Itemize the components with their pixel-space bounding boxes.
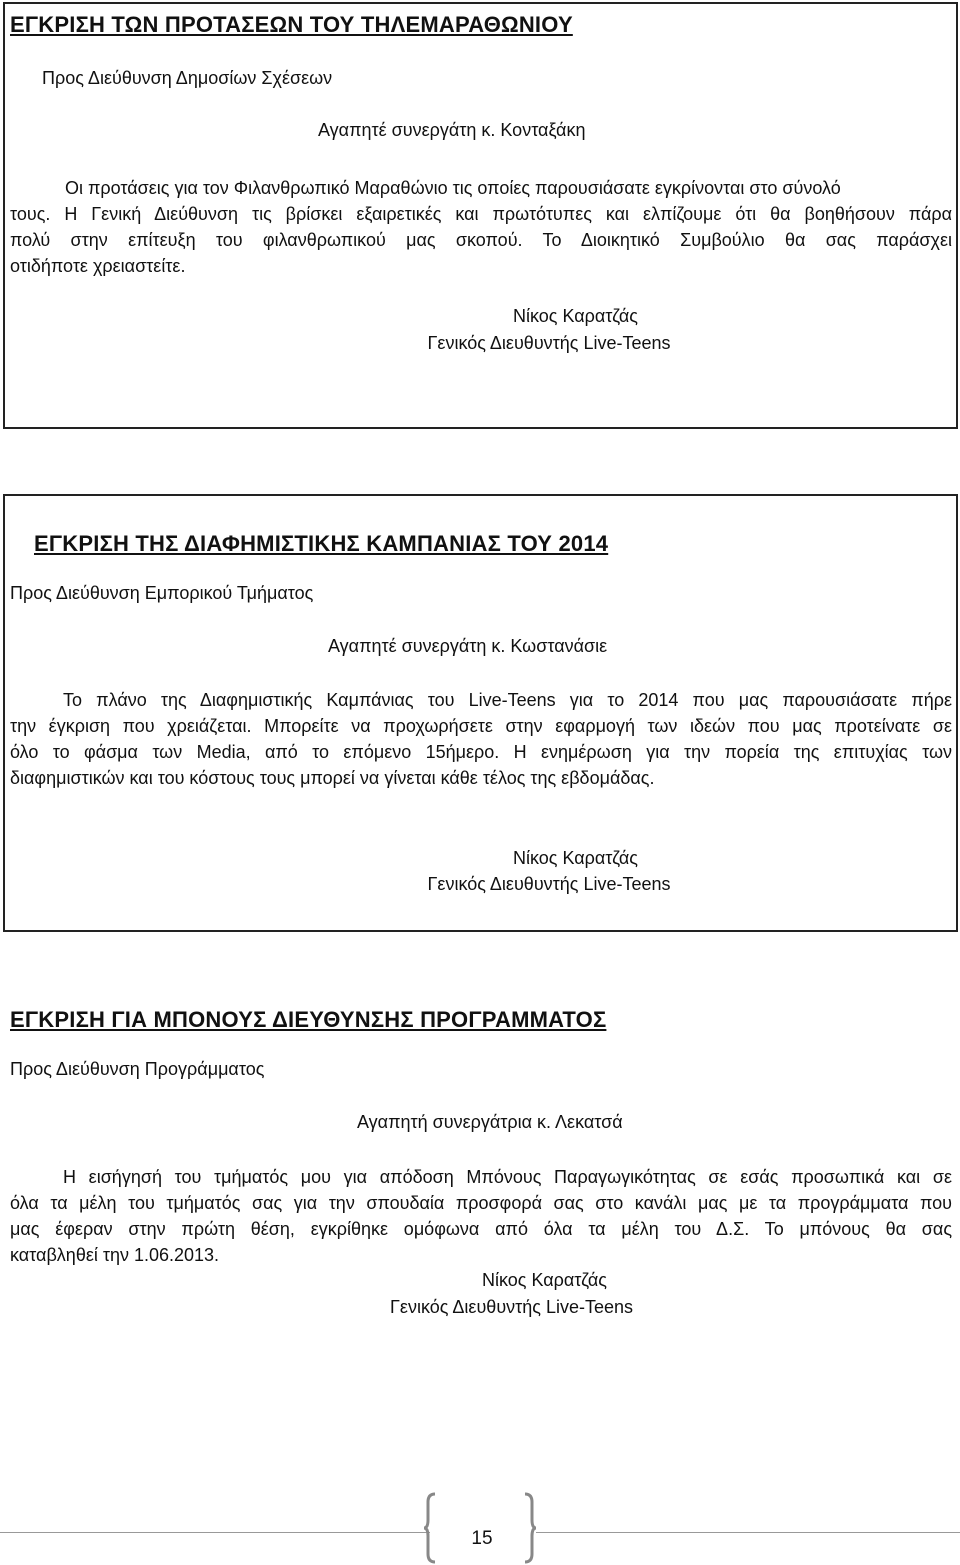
section-3-signer: Νίκος Καρατζάς	[482, 1270, 607, 1290]
section-2-title: ΕΓΚΡΙΣΗ ΤΗΣ ΔΙΑΦΗΜΙΣΤΙΚΗΣ ΚΑΜΠΑΝΙΑΣ ΤΟΥ 2014	[34, 531, 609, 556]
section-1-recipient: Προς Διεύθυνση Δημοσίων Σχέσεων	[42, 68, 333, 88]
section-2-signer: Νίκος Καρατζάς	[513, 848, 638, 868]
page-number: 15	[471, 1528, 493, 1549]
section-1-signer-title: Γενικός Διευθυντής Live-Teens	[427, 333, 671, 353]
section-1-signer: Νίκος Καρατζάς	[513, 306, 638, 326]
section-1-body-line: τους. Η Γενική Διεύθυνση τις βρίσκει εξαιρετικές και πρωτότυπες και ελπίζουμε ότι θα βοηθήσουν πάρα	[10, 204, 952, 224]
section-3-body-line: μας έφεραν στην πρώτη θέση, εγκρίθηκε ομόφωνα από όλα τα μέλη του Δ.Σ. Το μπόνους θα σας	[10, 1219, 952, 1239]
section-3-signer-title: Γενικός Διευθυντής Live-Teens	[390, 1297, 633, 1317]
right-brace-icon	[523, 1492, 537, 1564]
section-3-title: ΕΓΚΡΙΣΗ ΓΙΑ ΜΠΟΝΟΥΣ ΔΙΕΥΘΥΝΣΗΣ ΠΡΟΓΡΑΜΜΑΤΟΣ	[10, 1007, 607, 1032]
section-2-signer-title: Γενικός Διευθυντής Live-Teens	[427, 874, 671, 894]
section-2-body-line: όλο το φάσμα των Media, από το επόμενο 15ήμερο. Η ενημέρωση για την πορεία της επιτυχίας των	[10, 742, 952, 762]
section-3-recipient: Προς Διεύθυνση Προγράμματος	[10, 1059, 265, 1079]
section-3-body-line: Η εισήγησή του τμήματός μου για απόδοση Μπόνους Παραγωγικότητας σε εσάς προσωπικά και σε	[63, 1167, 952, 1187]
section-3-body-line: καταβληθεί την 1.06.2013.	[10, 1245, 220, 1265]
section-2-recipient: Προς Διεύθυνση Εμπορικού Τμήματος	[10, 583, 314, 603]
section-1-title: ΕΓΚΡΙΣΗ ΤΩΝ ΠΡΟΤΑΣΕΩΝ ΤΟΥ ΤΗΛΕΜΑΡΑΘΩΝΙΟΥ	[10, 12, 573, 37]
left-brace-icon	[423, 1492, 437, 1564]
section-2-body-line: διαφημιστικών και του κόστους τους μπορεί να γίνεται κάθε τέλος της εβδομάδας.	[10, 768, 655, 788]
section-2-body-line: την έγκριση που χρειάζεται. Μπορείτε να προχωρήσετε στην εφαρμογή των ιδεών που μας προτείνατε σε	[10, 716, 952, 736]
section-1-greeting: Αγαπητέ συνεργάτη κ. Κονταξάκη	[318, 120, 586, 140]
section-3-body	[10, 1164, 952, 1268]
footer-rule-right	[536, 1532, 960, 1533]
section-2-body-line: Το πλάνο της Διαφημιστικής Καμπάνιας του Live-Teens για το 2014 που μας παρουσιάσατε πήρε	[63, 690, 952, 710]
section-3-greeting: Αγαπητή συνεργάτρια κ. Λεκατσά	[357, 1112, 623, 1132]
section-2-body	[10, 687, 952, 791]
section-3-body-line: όλα τα μέλη του τμήματός σας για την σπουδαία προσφορά σας στο κανάλι μας με τα προγράμματα που	[10, 1193, 952, 1213]
section-1-body-line: οτιδήποτε χρειαστείτε.	[10, 256, 186, 276]
footer-rule-left	[0, 1532, 430, 1533]
section-1-body	[10, 175, 952, 279]
section-1-body-line: Οι προτάσεις για τον Φιλανθρωπικό Μαραθώνιο τις οποίες παρουσιάσατε εγκρίνονται στο σύνολό	[65, 178, 841, 198]
section-1-body-line: πολύ στην επίτευξη του φιλανθρωπικού μας σκοπού. Το Διοικητικό Συμβούλιο θα σας παράσχει	[10, 230, 952, 250]
section-2-greeting: Αγαπητέ συνεργάτη κ. Κωστανάσιε	[328, 636, 608, 656]
